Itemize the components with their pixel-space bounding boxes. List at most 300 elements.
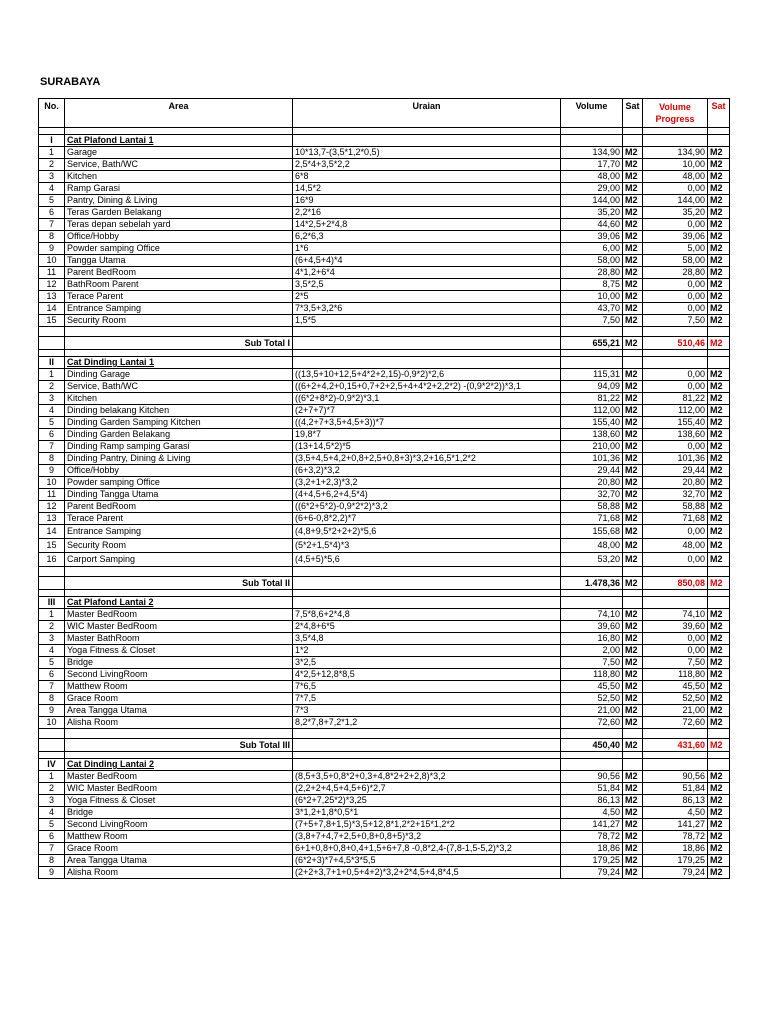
row-unit: M2 [623,417,643,429]
row-area: Matthew Room [65,681,293,693]
row-volume-progress: 71,68 [643,513,708,525]
row-volume-progress: 90,56 [643,771,708,783]
row-volume-progress: 52,50 [643,693,708,705]
row-volume: 16,80 [561,633,623,645]
row-volume-progress: 35,20 [643,207,708,219]
row-unit-progress: M2 [708,693,730,705]
row-area: Bridge [65,657,293,669]
row-uraian: 1*6 [293,243,561,255]
row-uraian: 6*8 [293,171,561,183]
row-unit-progress: M2 [708,819,730,831]
spacer-cell [561,327,623,337]
row-volume: 48,00 [561,171,623,183]
row-unit: M2 [623,867,643,879]
row-unit-progress: M2 [708,645,730,657]
table-row [39,609,730,621]
row-unit: M2 [623,381,643,393]
row-volume: 29,00 [561,183,623,195]
row-area: Office/Hobby [65,465,293,477]
row-number: 8 [39,231,65,243]
spacer-cell [293,567,561,577]
row-volume-progress: 155,40 [643,417,708,429]
row-volume: 43,70 [561,303,623,315]
row-number: 10 [39,255,65,267]
table-row [39,147,730,159]
empty-cell [623,759,643,771]
row-unit: M2 [623,183,643,195]
row-unit: M2 [623,243,643,255]
row-uraian: ((6+2+4,2+0,15+0,7+2+2,5+4+4*2+2,2*2) -(0,9*2*2))*3,1 [293,381,561,393]
row-area: Powder samping Office [65,243,293,255]
row-area: Kitchen [65,171,293,183]
row-area: Dinding Garden Samping Kitchen [65,417,293,429]
row-volume-progress: 58,00 [643,255,708,267]
row-area: Dinding belakang Kitchen [65,405,293,417]
row-volume-progress: 28,80 [643,267,708,279]
spacer-cell [39,590,65,597]
row-number: 2 [39,783,65,795]
table-row [39,681,730,693]
row-number: 7 [39,441,65,453]
row-unit-progress: M2 [708,855,730,867]
row-unit-progress: M2 [708,795,730,807]
row-number: 6 [39,831,65,843]
table-row [39,207,730,219]
row-unit-progress: M2 [708,243,730,255]
row-unit: M2 [623,489,643,501]
row-number: 7 [39,843,65,855]
row-unit: M2 [623,621,643,633]
row-unit: M2 [623,147,643,159]
subtotal-volume-progress: 510,46 [643,337,708,350]
empty-cell [561,135,623,147]
table-row [39,219,730,231]
header-area: Area [65,99,293,128]
row-uraian: (5*2+1,5*4)*3 [293,539,561,553]
spacer-cell [39,567,65,577]
row-uraian: ((6*2+8*2)-0,9*2)*3,1 [293,393,561,405]
row-area: Dinding Ramp samping Garasi [65,441,293,453]
row-uraian: 1,5*5 [293,315,561,327]
spacer-cell [623,567,643,577]
row-volume-progress: 0,00 [643,525,708,539]
row-volume: 7,50 [561,315,623,327]
row-volume: 81,22 [561,393,623,405]
row-uraian: 7*3 [293,705,561,717]
subtotal-volume: 655,21 [561,337,623,350]
row-volume: 18,86 [561,843,623,855]
row-uraian: (3,2+1+2,3)*3,2 [293,477,561,489]
spacer-cell [708,128,730,135]
row-area: Grace Room [65,693,293,705]
row-volume: 7,50 [561,657,623,669]
spacer-cell [293,128,561,135]
row-number: 15 [39,315,65,327]
row-volume-progress: 79,24 [643,867,708,879]
row-volume: 6,00 [561,243,623,255]
table-row [39,693,730,705]
empty-cell [293,597,561,609]
row-uraian: ((13,5+10+12,5+4*2+2,15)-0,9*2)*2,6 [293,369,561,381]
row-unit-progress: M2 [708,669,730,681]
header-sat: Sat [623,99,643,128]
section-number: I [39,135,65,147]
subtotal-label: Sub Total II [65,577,293,590]
row-unit: M2 [623,681,643,693]
table-row [39,393,730,405]
row-unit: M2 [623,843,643,855]
row-volume: 4,50 [561,807,623,819]
row-volume-progress: 5,00 [643,243,708,255]
row-volume-progress: 0,00 [643,183,708,195]
row-number: 2 [39,621,65,633]
row-number: 6 [39,669,65,681]
row-number: 5 [39,657,65,669]
spacer-cell [623,729,643,739]
row-area: Dinding Pantry, Dining & Living [65,453,293,465]
row-unit: M2 [623,553,643,567]
row-unit-progress: M2 [708,267,730,279]
row-area: Garage [65,147,293,159]
row-unit-progress: M2 [708,279,730,291]
table-row [39,279,730,291]
row-number: 9 [39,705,65,717]
row-volume-progress: 0,00 [643,381,708,393]
section-number: II [39,357,65,369]
header-row [39,99,730,128]
row-volume: 118,80 [561,669,623,681]
row-volume: 58,88 [561,501,623,513]
row-uraian: 1*2 [293,645,561,657]
row-volume: 78,72 [561,831,623,843]
row-uraian: 16*9 [293,195,561,207]
row-area: Parent BedRoom [65,501,293,513]
subtotal-unit: M2 [623,739,643,752]
section-title: Cat Dinding Lantai 1 [65,357,293,369]
row-area: Entrance Samping [65,525,293,539]
row-uraian: (8,5+3,5+0,8*2+0,3+4,8*2+2+2,8)*3,2 [293,771,561,783]
table-row [39,231,730,243]
table-row [39,183,730,195]
row-number: 3 [39,393,65,405]
row-unit: M2 [623,171,643,183]
spacer-cell [708,752,730,759]
row-volume-progress: 20,80 [643,477,708,489]
row-number: 7 [39,219,65,231]
row-number: 8 [39,693,65,705]
row-volume: 155,68 [561,525,623,539]
row-uraian: 3,5*4,8 [293,633,561,645]
header-uraian: Uraian [293,99,561,128]
subtotal-volume-progress: 850,08 [643,577,708,590]
spacer-cell [561,567,623,577]
row-number: 6 [39,207,65,219]
table-row [39,669,730,681]
row-area: Area Tangga Utama [65,705,293,717]
table-row [39,819,730,831]
empty-cell [643,135,708,147]
row-uraian: (6+6-0,8*2,2)*7 [293,513,561,525]
row-volume-progress: 51,84 [643,783,708,795]
table-row [39,525,730,539]
row-unit-progress: M2 [708,501,730,513]
row-uraian: (6*2+3)*7+4,5*3*5,5 [293,855,561,867]
row-unit-progress: M2 [708,807,730,819]
row-unit: M2 [623,783,643,795]
table-row [39,807,730,819]
spacer-cell [623,327,643,337]
row-area: Grace Room [65,843,293,855]
spacer-cell [708,327,730,337]
row-area: Security Room [65,315,293,327]
row-volume: 72,60 [561,717,623,729]
row-unit: M2 [623,441,643,453]
spacer-cell [643,590,708,597]
table-row [39,539,730,553]
subtotal-unit: M2 [623,577,643,590]
row-uraian: 7*7,5 [293,693,561,705]
row-unit-progress: M2 [708,717,730,729]
row-number: 5 [39,819,65,831]
row-volume-progress: 48,00 [643,539,708,553]
boq-table [38,98,730,879]
empty-cell [623,135,643,147]
subtotal-row [39,739,730,752]
row-uraian: (6+3,2)*3,2 [293,465,561,477]
table-row [39,477,730,489]
row-volume: 138,60 [561,429,623,441]
row-unit: M2 [623,231,643,243]
row-uraian: (4,8+9,5*2+2+2)*5,6 [293,525,561,539]
table-row [39,429,730,441]
row-uraian: 7,5*8,6+2*4,8 [293,609,561,621]
spacer-cell [39,752,65,759]
spacer-cell [623,128,643,135]
row-volume-progress: 74,10 [643,609,708,621]
row-volume-progress: 0,00 [643,291,708,303]
table-row [39,645,730,657]
row-uraian: 2*4,8+6*5 [293,621,561,633]
row-area: Ramp Garasi [65,183,293,195]
row-unit-progress: M2 [708,303,730,315]
row-volume-progress: 58,88 [643,501,708,513]
row-area: Yoga Fitness & Closet [65,645,293,657]
spacer-cell [561,350,623,357]
table-row [39,453,730,465]
row-number: 13 [39,513,65,525]
row-area: Alisha Room [65,717,293,729]
row-volume: 52,50 [561,693,623,705]
spacer-cell [293,350,561,357]
row-volume-progress: 21,00 [643,705,708,717]
row-unit: M2 [623,315,643,327]
row-area: Master BathRoom [65,633,293,645]
empty-cell [293,739,561,752]
row-uraian: 3,5*2,5 [293,279,561,291]
section-header-row [39,597,730,609]
row-unit: M2 [623,771,643,783]
table-row [39,369,730,381]
spacer-row [39,350,730,357]
row-area: Parent BedRoom [65,267,293,279]
row-number: 12 [39,501,65,513]
row-unit-progress: M2 [708,429,730,441]
section-title: Cat Plafond Lantai 1 [65,135,293,147]
row-unit: M2 [623,645,643,657]
header-sat-progress: Sat [708,99,730,128]
row-area: Terace Parent [65,513,293,525]
row-area: Matthew Room [65,831,293,843]
row-volume-progress: 0,00 [643,645,708,657]
row-area: Powder samping Office [65,477,293,489]
row-area: BathRoom Parent [65,279,293,291]
empty-cell [643,759,708,771]
table-row [39,243,730,255]
row-uraian: 19,8*7 [293,429,561,441]
spacer-cell [708,729,730,739]
spacer-cell [39,350,65,357]
row-volume-progress: 18,86 [643,843,708,855]
row-volume: 35,20 [561,207,623,219]
row-volume: 155,40 [561,417,623,429]
row-unit: M2 [623,429,643,441]
row-area: Bridge [65,807,293,819]
row-area: Security Room [65,539,293,553]
row-number: 2 [39,159,65,171]
spacer-cell [293,729,561,739]
row-volume-progress: 0,00 [643,303,708,315]
row-volume-progress: 39,60 [643,621,708,633]
empty-cell [561,759,623,771]
spacer-cell [561,590,623,597]
row-area: Master BedRoom [65,609,293,621]
row-unit: M2 [623,525,643,539]
row-unit-progress: M2 [708,621,730,633]
row-area: Service, Bath/WC [65,381,293,393]
table-row [39,255,730,267]
row-volume-progress: 45,50 [643,681,708,693]
table-row [39,195,730,207]
header-volume: Volume [561,99,623,128]
spacer-cell [643,327,708,337]
row-volume: 45,50 [561,681,623,693]
spacer-cell [708,350,730,357]
row-unit: M2 [623,291,643,303]
row-unit-progress: M2 [708,489,730,501]
table-row [39,831,730,843]
row-volume: 112,00 [561,405,623,417]
spacer-cell [65,327,293,337]
row-uraian: 3*2,5 [293,657,561,669]
row-unit: M2 [623,705,643,717]
row-unit-progress: M2 [708,681,730,693]
row-number: 1 [39,609,65,621]
subtotal-volume: 1.478,36 [561,577,623,590]
row-volume-progress: 0,00 [643,633,708,645]
row-area: Dinding Tangga Utama [65,489,293,501]
row-area: Service, Bath/WC [65,159,293,171]
row-unit-progress: M2 [708,525,730,539]
row-area: WIC Master BedRoom [65,621,293,633]
row-uraian: (2,2+2+4,5+4,5+6)*2,7 [293,783,561,795]
row-unit: M2 [623,807,643,819]
empty-cell [293,577,561,590]
row-number: 14 [39,525,65,539]
row-unit: M2 [623,405,643,417]
spacer-cell [561,752,623,759]
row-uraian: 6+1+0,8+0,8+0,4+1,5+6+7,8 -0,8*2,4-(7,8-1,5-5,2)*3,2 [293,843,561,855]
subtotal-volume-progress: 431,60 [643,739,708,752]
spacer-cell [643,128,708,135]
empty-cell [643,597,708,609]
header-no: No. [39,99,65,128]
table-row [39,267,730,279]
row-unit: M2 [623,855,643,867]
row-uraian: 2,2*16 [293,207,561,219]
row-uraian: (7+5+7,8+1,5)*3,5+12,8*1,2*2+15*1,2*2 [293,819,561,831]
row-volume: 44,60 [561,219,623,231]
table-row [39,855,730,867]
row-volume-progress: 144,00 [643,195,708,207]
subtotal-unit-progress: M2 [708,577,730,590]
row-unit: M2 [623,453,643,465]
row-unit: M2 [623,207,643,219]
row-uraian: (4+4,5+6,2+4,5*4) [293,489,561,501]
row-number: 4 [39,183,65,195]
row-unit: M2 [623,393,643,405]
table-row [39,441,730,453]
empty-cell [561,357,623,369]
row-volume: 39,60 [561,621,623,633]
row-number: 12 [39,279,65,291]
table-row [39,553,730,567]
spacer-cell [561,729,623,739]
spacer-cell [623,752,643,759]
row-number: 1 [39,369,65,381]
subtotal-unit: M2 [623,337,643,350]
row-volume: 90,56 [561,771,623,783]
empty-cell [708,357,730,369]
row-uraian: (6+4,5+4)*4 [293,255,561,267]
row-unit-progress: M2 [708,315,730,327]
row-area: Tangga Utama [65,255,293,267]
table-row [39,843,730,855]
row-unit-progress: M2 [708,291,730,303]
row-volume: 141,27 [561,819,623,831]
table-row [39,171,730,183]
spacer-cell [65,567,293,577]
spacer-cell [65,752,293,759]
row-unit-progress: M2 [708,159,730,171]
row-number: 11 [39,489,65,501]
row-area: Alisha Room [65,867,293,879]
row-unit-progress: M2 [708,465,730,477]
subtotal-unit-progress: M2 [708,739,730,752]
row-area: Dinding Garage [65,369,293,381]
spacer-cell [293,590,561,597]
empty-cell [708,135,730,147]
row-uraian: 2*5 [293,291,561,303]
row-volume: 53,20 [561,553,623,567]
empty-cell [708,597,730,609]
row-uraian: 7*3,5+3,2*6 [293,303,561,315]
empty-cell [39,337,65,350]
empty-cell [643,357,708,369]
row-number: 7 [39,681,65,693]
spacer-cell [293,752,561,759]
empty-cell [293,135,561,147]
empty-cell [623,597,643,609]
